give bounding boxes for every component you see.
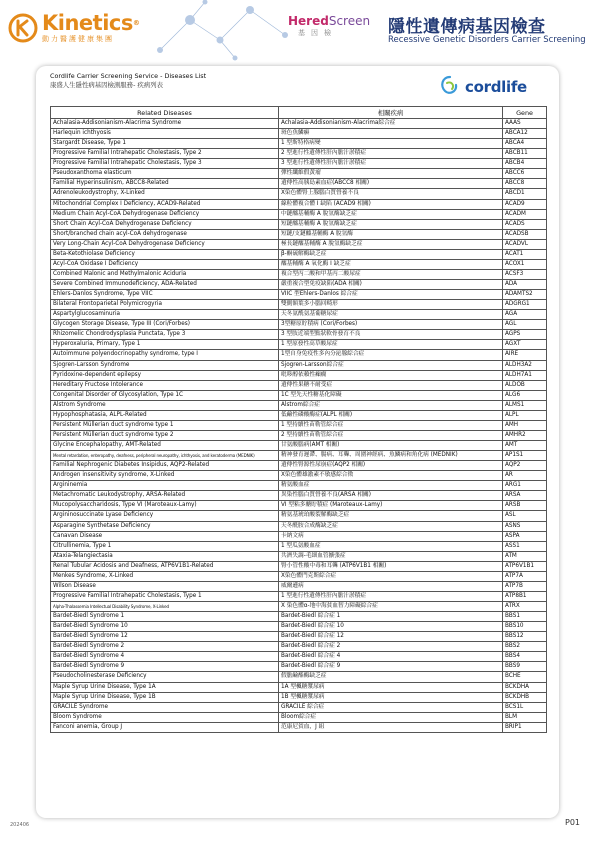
gene-symbol: ATP7B [503, 581, 547, 591]
disease-name-chinese: 遺傳性果糖不耐受症 [279, 380, 503, 390]
table-body [51, 119, 547, 733]
disease-name-english: Ehlers-Danlos Syndrome, Type VIIC [51, 290, 279, 300]
gene-symbol: ABCA12 [503, 129, 547, 139]
table-row [51, 602, 547, 612]
banner-title-chinese: 隱性遺傳病基因檢查 [388, 17, 546, 37]
disease-name-english: Glycogen Storage Disease, Type III (Cori/Forbes) [51, 320, 279, 330]
gene-symbol: ACADSB [503, 229, 547, 239]
disease-name-chinese: 吡哆醇依賴性癲癇 [279, 370, 503, 380]
table-row [51, 280, 547, 290]
disease-name-chinese: 1 型斯特格病變 [279, 139, 503, 149]
disease-name-chinese: 3型糖原貯積病 (Cori/Forbes) [279, 320, 503, 330]
disease-name-chinese: X染色體門克斯綜合症 [279, 571, 503, 581]
disease-name-english: Short/branched chain acyl-CoA dehydrogenase [51, 229, 279, 239]
table-row [51, 581, 547, 591]
table-row [51, 390, 547, 400]
gene-symbol: AGXT [503, 340, 547, 350]
disease-name-english: Autoimmune polyendocrinopathy syndrome, type I [51, 350, 279, 360]
disease-name-english: Acyl-CoA Oxidase I Deficiency [51, 259, 279, 269]
disease-name-chinese: 2 型持續性苗勒管綜合症 [279, 430, 503, 440]
gene-symbol: BRIP1 [503, 722, 547, 732]
cordlife-swirl-icon [437, 74, 463, 100]
molecule-decoration [150, 0, 300, 62]
disease-name-english: Menkes Syndrome, X-Linked [51, 571, 279, 581]
table-row [51, 662, 547, 672]
kinetics-k-icon [8, 13, 38, 43]
disease-name-english: Combined Malonic and Methylmalonic Aciduria [51, 269, 279, 279]
disease-name-chinese: 1B 型楓糖漿尿病 [279, 692, 503, 702]
disease-name-chinese: 短鏈/支鏈醯基輔酶 A 脫氫酶 [279, 229, 503, 239]
disease-name-english: Progressive Familial Intrahepatic Cholestasis, Type 1 [51, 591, 279, 601]
gene-symbol: ASL [503, 511, 547, 521]
gene-symbol: BCS1L [503, 702, 547, 712]
gene-symbol: ALPL [503, 410, 547, 420]
cordlife-logo [437, 74, 533, 100]
table-row [51, 692, 547, 702]
gene-symbol: ABCC6 [503, 169, 547, 179]
brand-registered-mark: ® [132, 19, 140, 27]
disease-name-english: Wilson Disease [51, 581, 279, 591]
disease-name-english: Ataxia-Telangiectasia [51, 551, 279, 561]
disease-name-chinese: Bardet-Biedl 綜合症 9 [279, 662, 503, 672]
gene-symbol: ARSA [503, 491, 547, 501]
table-row [51, 410, 547, 420]
table-row [51, 209, 547, 219]
disease-name-english: Asparagine Synthetase Deficiency [51, 521, 279, 531]
disease-name-chinese: 3 型進行性遺傳性肝內膽汁淤積症 [279, 159, 503, 169]
disease-name-english: Maple Syrup Urine Disease, Type 1A [51, 682, 279, 692]
table-row [51, 199, 547, 209]
disease-name-chinese: 低鹼性磷酸酶症(ALPL 相關) [279, 410, 503, 420]
gene-symbol: AQP2 [503, 461, 547, 471]
gene-symbol: BBS1 [503, 612, 547, 622]
gene-symbol: BCHE [503, 672, 547, 682]
document-title-english: Cordlife Carrier Screening Service - Diseases List [50, 72, 207, 80]
heredscreen-logo [288, 14, 380, 38]
disease-name-english: Pyridoxine-dependent epilepsy [51, 370, 279, 380]
table-row [51, 531, 547, 541]
gene-symbol: ARG1 [503, 481, 547, 491]
disease-name-chinese: 雙側額葉多小腦回畸形 [279, 300, 503, 310]
gene-symbol: ATP7A [503, 571, 547, 581]
disease-name-english: Severe Combined Immunodeficiency, ADA-Related [51, 280, 279, 290]
table-row [51, 189, 547, 199]
disease-name-chinese: 彈性纖維假黃瘤 [279, 169, 503, 179]
disease-name-english: Beta-Ketothiolase Deficiency [51, 249, 279, 259]
disease-name-english: Renal Tubular Acidosis and Deafness, ATP6V1B1-Related [51, 561, 279, 571]
disease-name-english: Persistent Müllerian duct syndrome type 2 [51, 430, 279, 440]
table-row [51, 511, 547, 521]
gene-symbol: AMH [503, 420, 547, 430]
heredscreen-banner [288, 12, 588, 52]
brand-name: Kinetics [42, 11, 133, 35]
column-header-gene: Gene [503, 107, 547, 119]
disease-name-english: Hyperoxaluria, Primary, Type 1 [51, 340, 279, 350]
disease-name-chinese: 斑色魚鱗癬 [279, 129, 503, 139]
table-row [51, 159, 547, 169]
disease-name-chinese: Bardet-Biedl 綜合症 10 [279, 622, 503, 632]
gene-symbol: ALDH7A1 [503, 370, 547, 380]
gene-symbol: ARSB [503, 501, 547, 511]
disease-name-chinese: 線粒體複合體 I 缺陷 (ACAD9 相關) [279, 199, 503, 209]
gene-symbol: AMT [503, 441, 547, 451]
gene-symbol: ATP6V1B1 [503, 561, 547, 571]
disease-name-english: Sjogren-Larsson Syndrome [51, 360, 279, 370]
disease-name-chinese: VI 型粘多醣貯積症 (Maroteaux-Lamy) [279, 501, 503, 511]
table-row [51, 380, 547, 390]
gene-symbol: BBS9 [503, 662, 547, 672]
gene-symbol: ABCB11 [503, 149, 547, 159]
page-number: P01 [565, 818, 581, 827]
gene-symbol: ASNS [503, 521, 547, 531]
gene-symbol: BBS10 [503, 622, 547, 632]
table-row [51, 269, 547, 279]
brand-subtitle: 動力醫護健康集團 [42, 35, 114, 43]
disease-name-chinese: 極長鏈醯基輔酶 A 脫氫酶缺乏症 [279, 239, 503, 249]
gene-symbol: ASS1 [503, 541, 547, 551]
gene-symbol: AGL [503, 320, 547, 330]
disease-name-english: Bardet-Biedl Syndrome 1 [51, 612, 279, 622]
disease-name-chinese: 天冬酰胺合成酶缺乏症 [279, 521, 503, 531]
table-row [51, 149, 547, 159]
page-header [0, 0, 595, 62]
table-row [51, 320, 547, 330]
disease-name-chinese: Alstrom綜合症 [279, 400, 503, 410]
gene-symbol: AR [503, 471, 547, 481]
table-header-row [51, 107, 547, 119]
gene-symbol: ABCB4 [503, 159, 547, 169]
gene-symbol: BBS2 [503, 642, 547, 652]
disease-list-card [36, 66, 559, 818]
disease-name-english: Mitochondrial Complex I Deficiency, ACAD9-Related [51, 199, 279, 209]
gene-symbol: ADAMTS2 [503, 290, 547, 300]
column-header-related-diseases: Related Diseases [51, 107, 279, 119]
disease-name-chinese: Bardet-Biedl 綜合症 1 [279, 612, 503, 622]
disease-name-english: Congenital Disorder of Glycosylation, Type 1C [51, 390, 279, 400]
disease-name-chinese: X 染色體α-地中海貧血智力障礙綜合症 [279, 602, 503, 612]
disease-name-english: Stargardt Disease, Type 1 [51, 139, 279, 149]
table-row [51, 420, 547, 430]
disease-name-english: Citrullinemia, Type 1 [51, 541, 279, 551]
disease-name-chinese: 共濟失調-毛細血管擴張症 [279, 551, 503, 561]
heredscreen-chinese: 基因檢 [298, 29, 337, 37]
disease-name-english: Bardet-Biedl Syndrome 4 [51, 652, 279, 662]
disease-name-chinese: 甘氨酸腦病(AMT 相關) [279, 441, 503, 451]
kinetics-logo [8, 8, 139, 48]
gene-symbol: ACAD9 [503, 199, 547, 209]
disease-name-english: Fanconi anemia, Group J [51, 722, 279, 732]
cordlife-wordmark: cordlife [465, 78, 527, 96]
disease-name-english: Harlequin ichthyosis [51, 129, 279, 139]
disease-name-chinese: 范康尼貧血，J 組 [279, 722, 503, 732]
disease-name-chinese: Sjogren-Larsson綜合症 [279, 360, 503, 370]
disease-name-chinese: 中鏈醯基輔酶 A 脫氫酶缺乏症 [279, 209, 503, 219]
disease-name-chinese: 短鏈醯基輔酶 A 脫氫酶缺乏症 [279, 219, 503, 229]
gene-symbol: ATRX [503, 602, 547, 612]
gene-symbol: ASPA [503, 531, 547, 541]
disease-name-chinese: Bardet-Biedl 綜合症 12 [279, 632, 503, 642]
disease-name-chinese: 遺傳性腎源性尿崩症(AQP2 相關) [279, 461, 503, 471]
table-row [51, 300, 547, 310]
disease-name-chinese: 1 型瓜氨酸血症 [279, 541, 503, 551]
document-title [50, 72, 206, 90]
gene-symbol: BLM [503, 712, 547, 722]
disease-name-chinese: Achalasia-Addisonianism-Alacrima綜合症 [279, 119, 503, 129]
disease-name-chinese: 腎小管性酸中毒和耳聾 (ATP6V1B1 相關) [279, 561, 503, 571]
table-row [51, 139, 547, 149]
table-row [51, 360, 547, 370]
disease-name-english: Bardet-Biedl Syndrome 12 [51, 632, 279, 642]
gene-symbol: AGPS [503, 330, 547, 340]
table-row [51, 561, 547, 571]
disease-name-english: Androgen insensitivity syndrome, X-Linked [51, 471, 279, 481]
gene-symbol: ACADVL [503, 239, 547, 249]
disease-name-chinese: β-酮硫解酶缺乏症 [279, 249, 503, 259]
disease-name-chinese: 3 型肢近端型點狀軟骨發育不良 [279, 330, 503, 340]
table-row [51, 541, 547, 551]
table-row [51, 169, 547, 179]
disease-name-chinese: Bardet-Biedl 綜合症 4 [279, 652, 503, 662]
disease-name-english: Adrenoleukodystrophy, X-Linked [51, 189, 279, 199]
disease-name-english: Familial Hyperinsulinism, ABCC8-Related [51, 179, 279, 189]
heredscreen-name-a: Hered [288, 14, 329, 28]
gene-symbol: ACSF3 [503, 269, 547, 279]
table-row [51, 249, 547, 259]
gene-symbol: AMHR2 [503, 430, 547, 440]
disease-name-chinese: X染色體雄激素不敏感綜合徵 [279, 471, 503, 481]
table-row [51, 471, 547, 481]
table-row [51, 702, 547, 712]
table-row [51, 350, 547, 360]
gene-symbol: BBS4 [503, 652, 547, 662]
disease-name-chinese: 1 型持續性苗勒管綜合症 [279, 420, 503, 430]
table-row [51, 370, 547, 380]
disease-name-english: Bardet-Biedl Syndrome 10 [51, 622, 279, 632]
table-row [51, 642, 547, 652]
table-row [51, 652, 547, 662]
disease-name-english: Familial Nephrogenic Diabetes Insipidus, AQP2-Related [51, 461, 279, 471]
disease-name-english: Aspartylglucosaminuria [51, 310, 279, 320]
table-row [51, 712, 547, 722]
banner-title-english: Recessive Genetic Disorders Carrier Screening [388, 35, 586, 45]
disease-name-chinese: Bloom綜合症 [279, 712, 503, 722]
disease-name-chinese: 醯基輔酶 A 氧化酶 I 缺乏症 [279, 259, 503, 269]
table-row [51, 672, 547, 682]
disease-name-chinese: 精氨酸血症 [279, 481, 503, 491]
disease-name-chinese: 天冬氨酰氨基葡糖尿症 [279, 310, 503, 320]
disease-name-chinese: 1C 型先天性糖基化障礙 [279, 390, 503, 400]
disease-name-chinese: 1 型原發性高草酸尿症 [279, 340, 503, 350]
gene-symbol: ABCA4 [503, 139, 547, 149]
disease-name-english: Progressive Familial Intrahepatic Cholestasis, Type 2 [51, 149, 279, 159]
gene-symbol: ABCD1 [503, 189, 547, 199]
document-title-chinese: 康盛人生隱性病基因檢測服務- 疾病列表 [50, 81, 163, 89]
disease-name-chinese: 卡納文病 [279, 531, 503, 541]
disease-name-english: Rhizomelic Chondrodysplasia Punctata, Type 3 [51, 330, 279, 340]
disease-name-chinese: 遺傳性高胰島素血症(ABCC8 相關) [279, 179, 503, 189]
disease-name-chinese: Bardet-Biedl 綜合症 2 [279, 642, 503, 652]
table-row [51, 259, 547, 269]
gene-symbol: ACOX1 [503, 259, 547, 269]
gene-symbol: ACADM [503, 209, 547, 219]
disease-name-english: GRACILE Syndrome [51, 702, 279, 712]
gene-symbol: ALDH3A2 [503, 360, 547, 370]
table-row [51, 239, 547, 249]
table-row [51, 682, 547, 692]
table-row [51, 491, 547, 501]
disease-name-chinese: 精神發育遲滯、腸病、耳聾、周圍神經病、魚鱗病和角化病 (MEDNIK) [279, 451, 503, 461]
disease-name-chinese: VIIC 型Ehlers-Danlos 綜合症 [279, 290, 503, 300]
disease-name-english: Bardet-Biedl Syndrome 2 [51, 642, 279, 652]
table-row [51, 430, 547, 440]
disease-name-english: Bardet-Biedl Syndrome 9 [51, 662, 279, 672]
gene-symbol: AGA [503, 310, 547, 320]
table-row [51, 612, 547, 622]
table-row [51, 481, 547, 491]
disease-name-english: Glycine Encephalopathy, AMT-Related [51, 441, 279, 451]
disease-name-english: Achalasia-Addisonianism-Alacrima Syndrome [51, 119, 279, 129]
table-row [51, 330, 547, 340]
gene-symbol: ADA [503, 280, 547, 290]
table-row [51, 591, 547, 601]
disease-name-english: Medium Chain Acyl-CoA Dehydrogenase Deficiency [51, 209, 279, 219]
gene-symbol: BCKDHB [503, 692, 547, 702]
gene-symbol: ATM [503, 551, 547, 561]
disease-name-english: Pseudoxanthoma elasticum [51, 169, 279, 179]
gene-symbol: ALMS1 [503, 400, 547, 410]
table-row [51, 571, 547, 581]
disease-name-english: Alpha-Thalassemia Intellectual Disability Syndrome, X-Linked [51, 602, 279, 612]
gene-symbol: AP1S1 [503, 451, 547, 461]
disease-name-chinese: 複合型丙二酸和甲基丙二酸尿症 [279, 269, 503, 279]
disease-name-english: Hereditary Fructose Intolerance [51, 380, 279, 390]
table-row [51, 119, 547, 129]
table-row [51, 622, 547, 632]
disease-name-chinese: 1A 型楓糖漿尿病 [279, 682, 503, 692]
disease-name-chinese: 假膽鹼酯酶缺乏症 [279, 672, 503, 682]
table-row [51, 451, 547, 461]
table-row [51, 551, 547, 561]
table-row [51, 501, 547, 511]
disease-name-chinese: 1型自身免疫性多內分泌腺綜合症 [279, 350, 503, 360]
gene-symbol: AIRE [503, 350, 547, 360]
diseases-table [50, 106, 547, 733]
disease-name-chinese: 2 型進行性遺傳性肝內膽汁淤積症 [279, 149, 503, 159]
disease-name-chinese: X染色體腎上腺腦白質營養不良 [279, 189, 503, 199]
disease-name-english: Maple Syrup Urine Disease, Type 1B [51, 692, 279, 702]
heredscreen-name-b: Screen [328, 14, 371, 28]
gene-symbol: BCKDHA [503, 682, 547, 692]
table-row [51, 521, 547, 531]
disease-name-english: Bilateral Frontoparietal Polymicrogyria [51, 300, 279, 310]
disease-name-chinese: 異染性腦白質營養不良(ARSA 相關) [279, 491, 503, 501]
gene-symbol: ABCC8 [503, 179, 547, 189]
table-row [51, 340, 547, 350]
gene-symbol: ATP8B1 [503, 591, 547, 601]
disease-name-english: Very Long-Chain Acyl-CoA Dehydrogenase Deficiency [51, 239, 279, 249]
table-row [51, 229, 547, 239]
disease-name-english: Mental retardation, enteropathy, deafness, peripheral neuropathy, ichthyosis, and keratoderma (MEDNIK) [51, 451, 279, 461]
disease-name-chinese: 嚴重複合型免疫缺陷(ADA 相關) [279, 280, 503, 290]
disease-name-english: Hypophosphatasia, ALPL-Related [51, 410, 279, 420]
table-row [51, 129, 547, 139]
disease-name-chinese: GRACILE 綜合症 [279, 702, 503, 712]
disease-name-chinese: 1 型進行性遺傳性肝內膽汁淤積症 [279, 591, 503, 601]
disease-name-english: Mucopolysaccharidosis, Type VI (Maroteaux-Lamy) [51, 501, 279, 511]
disease-name-chinese: 精氨基琥珀酸裂解酶缺乏症 [279, 511, 503, 521]
table-row [51, 290, 547, 300]
disease-name-english: Bloom Syndrome [51, 712, 279, 722]
disease-name-english: Alstrom Syndrome [51, 400, 279, 410]
disease-name-english: Progressive Familial Intrahepatic Cholestasis, Type 3 [51, 159, 279, 169]
disease-name-english: Short Chain Acyl-CoA Dehydrogenase Deficiency [51, 219, 279, 229]
table-row [51, 632, 547, 642]
table-row [51, 441, 547, 451]
gene-symbol: AAAS [503, 119, 547, 129]
gene-symbol: ACAT1 [503, 249, 547, 259]
footer-code: 202406 [10, 822, 30, 828]
column-header-related-diseases-chinese: 相關疾病 [279, 107, 503, 119]
gene-symbol: ALDOB [503, 380, 547, 390]
table-row [51, 400, 547, 410]
disease-name-english: Canavan Disease [51, 531, 279, 541]
gene-symbol: ADGRG1 [503, 300, 547, 310]
disease-name-english: Persistent Müllerian duct syndrome type 1 [51, 420, 279, 430]
table-row [51, 310, 547, 320]
disease-name-english: Pseudocholinesterase Deficiency [51, 672, 279, 682]
disease-name-english: Argininemia [51, 481, 279, 491]
disease-name-english: Argininosuccinate Lyase Deficiency [51, 511, 279, 521]
table-row [51, 219, 547, 229]
disease-name-english: Metachromatic Leukodystrophy, ARSA-Related [51, 491, 279, 501]
gene-symbol: ACADS [503, 219, 547, 229]
gene-symbol: BBS12 [503, 632, 547, 642]
table-row [51, 722, 547, 732]
gene-symbol: ALG6 [503, 390, 547, 400]
table-row [51, 461, 547, 471]
table-row [51, 179, 547, 189]
disease-name-chinese: 威爾遜病 [279, 581, 503, 591]
